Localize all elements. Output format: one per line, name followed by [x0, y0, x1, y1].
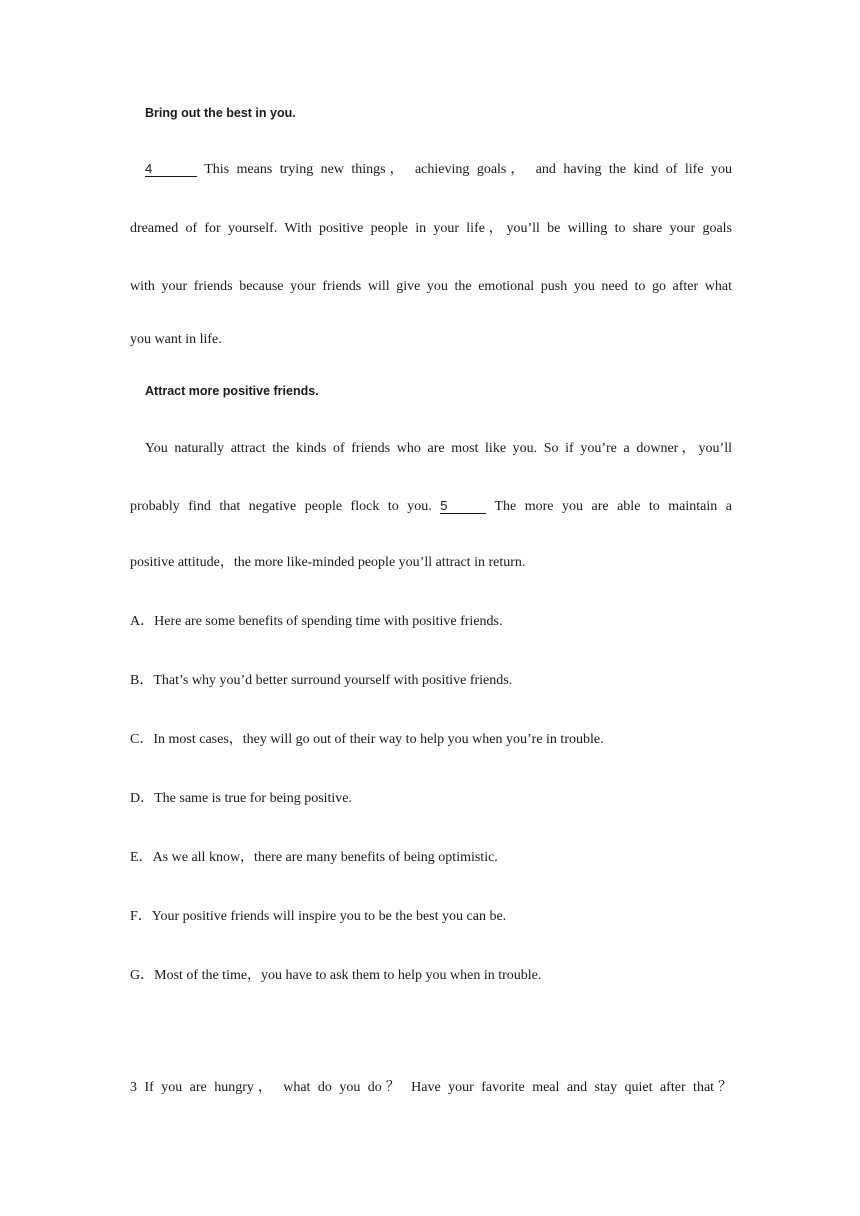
option-letter: G． [130, 968, 155, 983]
option-b [130, 672, 512, 690]
option-text: Your positive friends will inspire you to be the best you can be. [151, 909, 507, 924]
paragraph-best-line-1 [145, 161, 732, 179]
answer-blank-5[interactable]: 5 [440, 498, 486, 514]
option-text: In most cases，they will go out of their way to help you when you’re in trouble. [153, 732, 604, 747]
paragraph-attract-line-2 [130, 498, 732, 516]
paragraph-best-line-3: with your friends because your friends will give you the emotional push you need to go after what [130, 279, 732, 294]
option-letter: E． [130, 850, 153, 865]
next-question-text: 3 If you are hungry， what do you do？ Have your favorite meal and stay quiet after that？ [130, 1080, 732, 1095]
section-heading-attract: Attract more positive friends. [145, 384, 319, 398]
paragraph-text: The more you are able to maintain a [494, 499, 732, 514]
option-text: The same is true for being positive. [154, 791, 353, 806]
paragraph-best-line-4: you want in life. [130, 332, 222, 347]
option-letter: F． [130, 909, 152, 924]
option-a [130, 613, 502, 631]
paragraph-attract-line-1: You naturally attract the kinds of friends who are most like you. So if you’re a downer，you’ll [145, 441, 732, 456]
option-text: As we all know，there are many benefits of being optimistic. [152, 850, 498, 865]
section-heading-best: Bring out the best in you. [145, 106, 296, 120]
option-letter: D． [130, 791, 155, 806]
option-text: That’s why you’d better surround yourself with positive friends. [153, 673, 513, 688]
option-text: Most of the time，you have to ask them to help you when in trouble. [154, 968, 542, 983]
option-d [130, 790, 352, 808]
paragraph-attract-line-3: positive attitude，the more like-minded people you’ll attract in return. [130, 555, 526, 570]
option-g [130, 967, 541, 985]
option-text: Here are some benefits of spending time with positive friends. [154, 614, 503, 629]
paragraph-text: probably find that negative people flock to you. [130, 499, 432, 514]
option-letter: C． [130, 732, 154, 747]
paragraph-text: This means trying new things， achieving goals， and having the kind of life you [204, 162, 733, 177]
option-letter: A． [130, 614, 155, 629]
option-e [130, 849, 498, 867]
option-c [130, 731, 604, 749]
answer-blank-4[interactable]: 4 [145, 161, 197, 177]
option-f [130, 908, 506, 926]
paragraph-best-line-2: dreamed of for yourself. With positive people in your life，you’ll be willing to share your goals [130, 221, 732, 236]
option-letter: B． [130, 673, 154, 688]
